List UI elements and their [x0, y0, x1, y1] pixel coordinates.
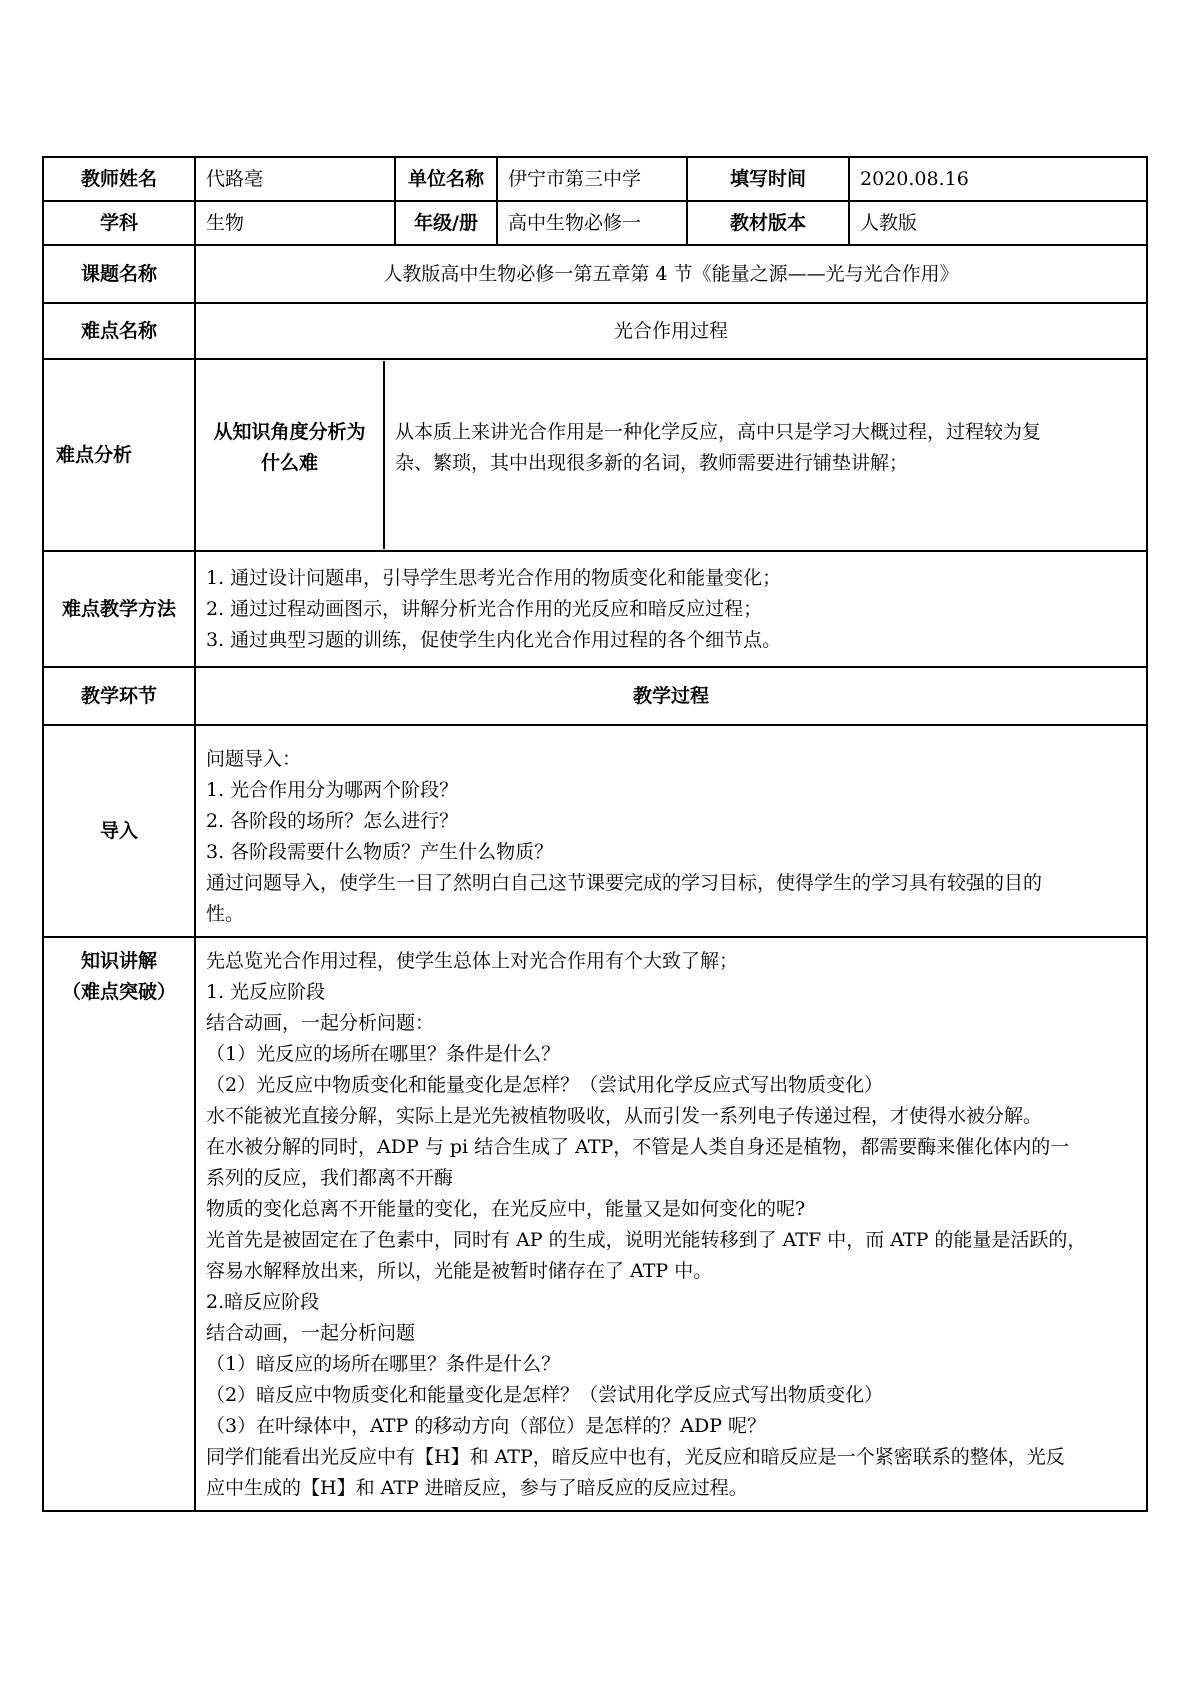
- methods-label: 难点教学方法: [43, 551, 195, 667]
- intro-line: 3. 各阶段需要什么物质？产生什么物质？: [206, 841, 554, 863]
- method-item: 2. 通过过程动画图示，讲解分析光合作用的光反应和暗反应过程；: [206, 597, 763, 620]
- subject-value: 生物: [195, 201, 395, 245]
- row-section-header: [43, 667, 1147, 725]
- analysis-sublabel-line-1: 从知识角度分析为: [213, 421, 366, 443]
- edition-label: 教材版本: [687, 201, 849, 245]
- intro-content: [195, 725, 1147, 937]
- teacher-label: 教师姓名: [43, 157, 195, 201]
- row-subject: [43, 201, 1147, 245]
- intro-label: 导入: [43, 725, 195, 937]
- analysis-content: [384, 361, 1146, 549]
- knowledge-line: （2）暗反应中物质变化和能量变化是怎样？（尝试用化学反应式写出物质变化）: [206, 1384, 884, 1406]
- row-difficulty: [43, 303, 1147, 359]
- lesson-plan-table: [42, 156, 1148, 1512]
- analysis-inner-table: [196, 361, 1146, 549]
- method-item: 1. 通过设计问题串，引导学生思考光合作用的物质变化和能量变化；: [206, 566, 782, 589]
- subject-label: 学科: [43, 201, 195, 245]
- fill-time-label: 填写时间: [687, 157, 849, 201]
- row-knowledge: [43, 937, 1147, 1511]
- row-topic: [43, 245, 1147, 303]
- unit-label: 单位名称: [395, 157, 497, 201]
- section-header-left: 教学环节: [43, 667, 195, 725]
- edition-value: 人教版: [849, 201, 1147, 245]
- knowledge-line: 水不能被光直接分解，实际上是光先被植物吸收，从而引发一系列电子传递过程，才使得水被分解。: [206, 1105, 1043, 1127]
- grade-value: 高中生物必修一: [497, 201, 687, 245]
- topic-label: 课题名称: [43, 245, 195, 303]
- intro-line: 2. 各阶段的场所？怎么进行？: [206, 810, 459, 832]
- fill-time-value: 2020.08.16: [849, 157, 1147, 201]
- knowledge-line: （1）光反应的场所在哪里？条件是什么？: [206, 1043, 561, 1065]
- knowledge-line: 结合动画，一起分析问题: [206, 1322, 416, 1344]
- row-analysis: [43, 359, 1147, 551]
- unit-value: 伊宁市第三中学: [497, 157, 687, 201]
- analysis-label: 难点分析: [43, 359, 195, 551]
- knowledge-line: （1）暗反应的场所在哪里？条件是什么？: [206, 1353, 561, 1375]
- knowledge-label-line-2: （难点突破）: [61, 981, 176, 1003]
- knowledge-line: 结合动画，一起分析问题：: [206, 1012, 435, 1034]
- analysis-cell: [195, 359, 1147, 551]
- knowledge-label-line-1: 知识讲解: [80, 950, 157, 972]
- row-intro: [43, 725, 1147, 937]
- knowledge-line: 在水被分解的同时，ADP 与 pi 结合生成了 ATP，不管是人类自身还是植物，都需要酶来催化体内的一: [206, 1136, 1070, 1158]
- knowledge-line: 应中生成的【H】和 ATP 进暗反应，参与了暗反应的反应过程。: [206, 1477, 748, 1499]
- knowledge-line: 容易水解释放出来，所以，光能是被暂时储存在了 ATP 中。: [206, 1260, 713, 1282]
- analysis-sublabel-line-2: 什么难: [260, 452, 318, 474]
- intro-line: 问题导入：: [206, 748, 302, 770]
- section-header-right: 教学过程: [195, 667, 1147, 725]
- knowledge-line: （3）在叶绿体中，ATP 的移动方向（部位）是怎样的？ADP 呢？: [206, 1415, 767, 1437]
- knowledge-line: 光首先是被固定在了色素中，同时有 AP 的生成，说明光能转移到了 ATF 中，而 ATP 的能量是活跃的，: [206, 1229, 1087, 1251]
- topic-value: 人教版高中生物必修一第五章第 4 节《能量之源——光与光合作用》: [195, 245, 1147, 303]
- knowledge-line: 物质的变化总离不开能量的变化，在光反应中，能量又是如何变化的呢?: [206, 1198, 806, 1220]
- row-teacher: [43, 157, 1147, 201]
- knowledge-line: 先总览光合作用过程，使学生总体上对光合作用有个大致了解；: [206, 950, 739, 972]
- knowledge-line: 同学们能看出光反应中有【H】和 ATP，暗反应中也有，光反应和暗反应是一个紧密联系的整体，光反: [206, 1446, 1065, 1468]
- knowledge-content: [195, 937, 1147, 1511]
- knowledge-line: 1. 光反应阶段: [206, 981, 326, 1003]
- difficulty-value: 光合作用过程: [195, 303, 1147, 359]
- intro-line: 通过问题导入，使学生一目了然明白自己这节课要完成的学习目标，使得学生的学习具有较强的目的: [206, 872, 1043, 894]
- knowledge-line: 系列的反应，我们都离不开酶: [206, 1167, 454, 1189]
- difficulty-label: 难点名称: [43, 303, 195, 359]
- knowledge-line: 2.暗反应阶段: [206, 1291, 320, 1313]
- teacher-value: 代路亳: [195, 157, 395, 201]
- grade-label: 年级/册: [395, 201, 497, 245]
- row-methods: [43, 551, 1147, 667]
- method-item: 3. 通过典型习题的训练，促使学生内化光合作用过程的各个细节点。: [206, 628, 782, 651]
- knowledge-line: （2）光反应中物质变化和能量变化是怎样？（尝试用化学反应式写出物质变化）: [206, 1074, 884, 1096]
- knowledge-label: [43, 937, 195, 1511]
- analysis-content-line-2: 杂、繁琐，其中出现很多新的名词，教师需要进行铺垫讲解；: [395, 452, 909, 474]
- intro-line: 1. 光合作用分为哪两个阶段？: [206, 779, 459, 801]
- methods-content: [195, 551, 1147, 667]
- analysis-content-line-1: 从本质上来讲光合作用是一种化学反应，高中只是学习大概过程，过程较为复: [395, 421, 1042, 443]
- intro-line: 性。: [206, 903, 245, 925]
- analysis-sublabel: [196, 361, 384, 549]
